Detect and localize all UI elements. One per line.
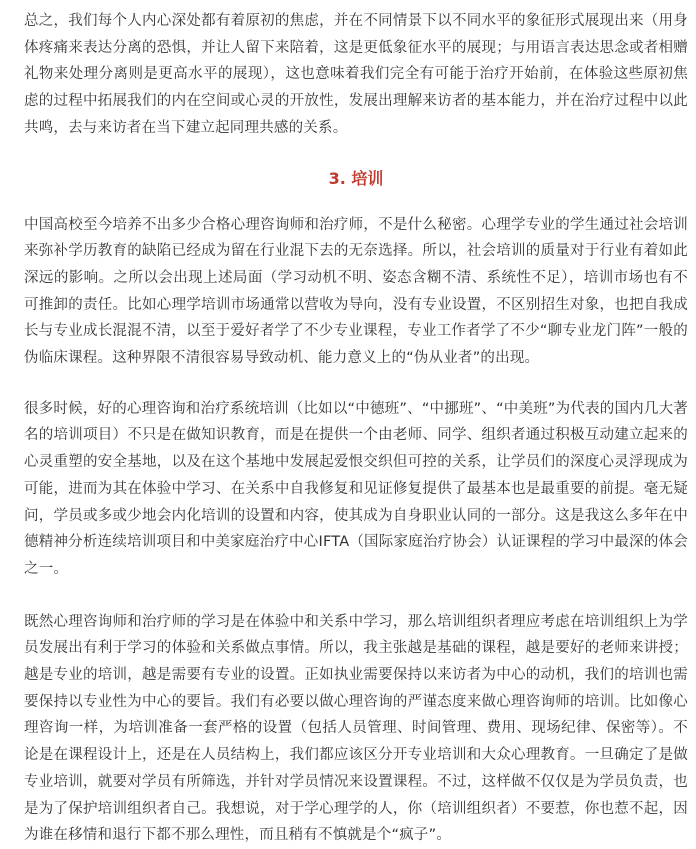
section-heading: 3. 培训 [328,168,384,188]
article-paragraph-2: 中国高校至今培养不出多少合格心理咨询师和治疗师，不是什么秘密。心理学专业的学生通过社会培训来弥补学历教育的缺陷已经成为留在行业混下去的无奈选择。所以，社会培训的质量对于行业有着如此深远的影响。之所以会出现上述局面（学习动机不明、姿态含糊不清、系统性不足），培训市场也有不可推卸的责任。比如心理学培训市场通常以营收为导向，没有专业设置，不区别招生对象，也把自我成长与专业成长混混不清，以至于爱好者学了不少专业课程，专业工作者学了不少“聊专业龙门阵”一般的伪临床课程。这种界限不清很容易导致动机、能力意义上的“伪从业者”的出现。 [24,216,688,367]
article-paragraph-1: 总之，我们每个人内心深处都有着原初的焦虑，并在不同情景下以不同水平的象征形式展现出来（用身体疼痛来表达分离的恐惧，并让人留下来陪着，这是更低象征水平的展现；与用语言表达思念或者相赠礼物来处理分离则是更高水平的展现），这也意味着我们完全有可能于治疗开始前，在体验这些原初焦虑的过程中拓展我们的内在空间或心灵的开放性，发展出理解来访者的基本能力，并在治疗过程中以此共鸣，去与来访者在当下建立起同理共感的关系。 [24,13,688,136]
article-paragraph-4: 既然心理咨询师和治疗师的学习是在体验中和关系中学习，那么培训组织者理应考虑在培训组织上为学员发展出有利于学习的体验和关系做点事情。所以，我主张越是基础的课程，越是要好的老师来讲授；越是专业的培训，越是需要有专业的设置。正如执业需要保持以来访者为中心的动机，我们的培训也需要保持以专业性为中心的要旨。我们有必要以做心理咨询的严谨态度来做心理咨询师的培训。比如像心理咨询一样，为培训准备一套严格的设置（包括人员管理、时间管理、费用、现场纪律、保密等）。不论是在课程设计上，还是在人员结构上，我们都应该区分开专业培训和大众心理教育。一旦确定了是做专业培训，就要对学员有所筛选，并针对学员情况来设置课程。不过，这样做不仅仅是为学员负责，也是为了保护培训组织者自己。我想说，对于学心理学的人，你（培训组织者）不要惹，你也惹不起，因为谁在移情和退行下都不那么理性，而且稍有不慎就是个“疯子”。 [24,613,688,844]
article-paragraph-3: 很多时候，好的心理咨询和治疗系统培训（比如以“中德班”、“中挪班”、“中美班”为代表的国内几大著名的培训项目）不只是在做知识教育，而是在提供一个由老师、同学、组织者通过积极互动建立起来的心灵重塑的安全基地，以及在这个基地中发展起爱恨交织但可控的关系，让学员们的深度心灵浮现成为可能，进而为其在体验中学习、在关系中自我修复和见证修复提供了最基本也是最重要的前提。毫无疑问，学员或多或少地会内化培训的设置和内容，使其成为自身职业认同的一部分。这是我这么多年在中德精神分析连续培训项目和中美家庭治疗中心IFTA（国际家庭治疗协会）认证课程的学习中最深的体会之一。 [24,400,688,577]
